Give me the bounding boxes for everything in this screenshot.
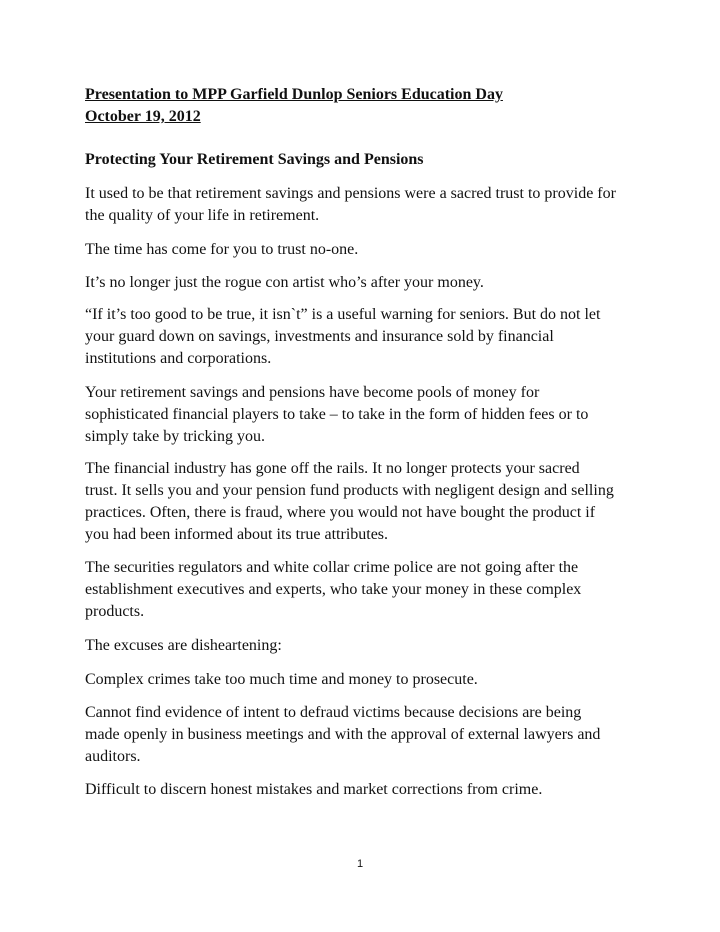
section-title: Protecting Your Retirement Savings and Pensions	[85, 151, 424, 168]
document-header	[85, 84, 503, 128]
text-line: institutions and corporations.	[85, 350, 272, 367]
text-line: It’s no longer just the rogue con artist who’s after your money.	[85, 274, 484, 291]
paragraph	[85, 702, 600, 768]
presentation-title: Presentation to MPP Garfield Dunlop Seniors Education Day	[85, 86, 503, 103]
text-line: trust. It sells you and your pension fund products with negligent design and selling	[85, 482, 614, 499]
text-line: the quality of your life in retirement.	[85, 207, 320, 224]
text-line: made openly in business meetings and with the approval of external lawyers and	[85, 726, 601, 743]
text-line: auditors.	[85, 748, 141, 765]
text-line: Your retirement savings and pensions have become pools of money for	[85, 384, 540, 401]
presentation-date: October 19, 2012	[85, 108, 201, 125]
text-line: Complex crimes take too much time and money to prosecute.	[85, 671, 478, 688]
text-line: Cannot find evidence of intent to defraud victims because decisions are being	[85, 704, 582, 721]
text-line: your guard down on savings, investments and insurance sold by financial	[85, 328, 554, 345]
paragraph	[85, 635, 282, 657]
text-line: sophisticated financial players to take – to take in the form of hidden fees or to	[85, 406, 589, 423]
text-line: you had been informed about its true attributes.	[85, 526, 389, 543]
text-line: It used to be that retirement savings and pensions were a sacred trust to provide for	[85, 185, 616, 202]
paragraph	[85, 239, 358, 261]
text-line: The securities regulators and white collar crime police are not going after the	[85, 559, 579, 576]
text-line: The time has come for you to trust no-one.	[85, 241, 359, 258]
text-line: establishment executives and experts, who take your money in these complex	[85, 581, 582, 598]
paragraph	[85, 304, 600, 370]
paragraph	[85, 669, 478, 691]
paragraph	[85, 382, 588, 448]
paragraph	[85, 557, 581, 623]
paragraph	[85, 183, 616, 227]
page-number: 1	[356, 858, 364, 870]
text-line: “If it’s too good to be true, it isn`t” is a useful warning for seniors. But do not let	[85, 306, 601, 323]
text-line: The excuses are disheartening:	[85, 637, 282, 654]
paragraph	[85, 272, 484, 294]
paragraph	[85, 458, 614, 546]
text-line: The financial industry has gone off the rails. It no longer protects your sacred	[85, 460, 580, 477]
paragraph	[85, 779, 542, 801]
text-line: Difficult to discern honest mistakes and market corrections from crime.	[85, 781, 543, 798]
text-line: products.	[85, 603, 145, 620]
text-line: simply take by tricking you.	[85, 428, 265, 445]
text-line: practices. Often, there is fraud, where you would not have bought the product if	[85, 504, 596, 521]
